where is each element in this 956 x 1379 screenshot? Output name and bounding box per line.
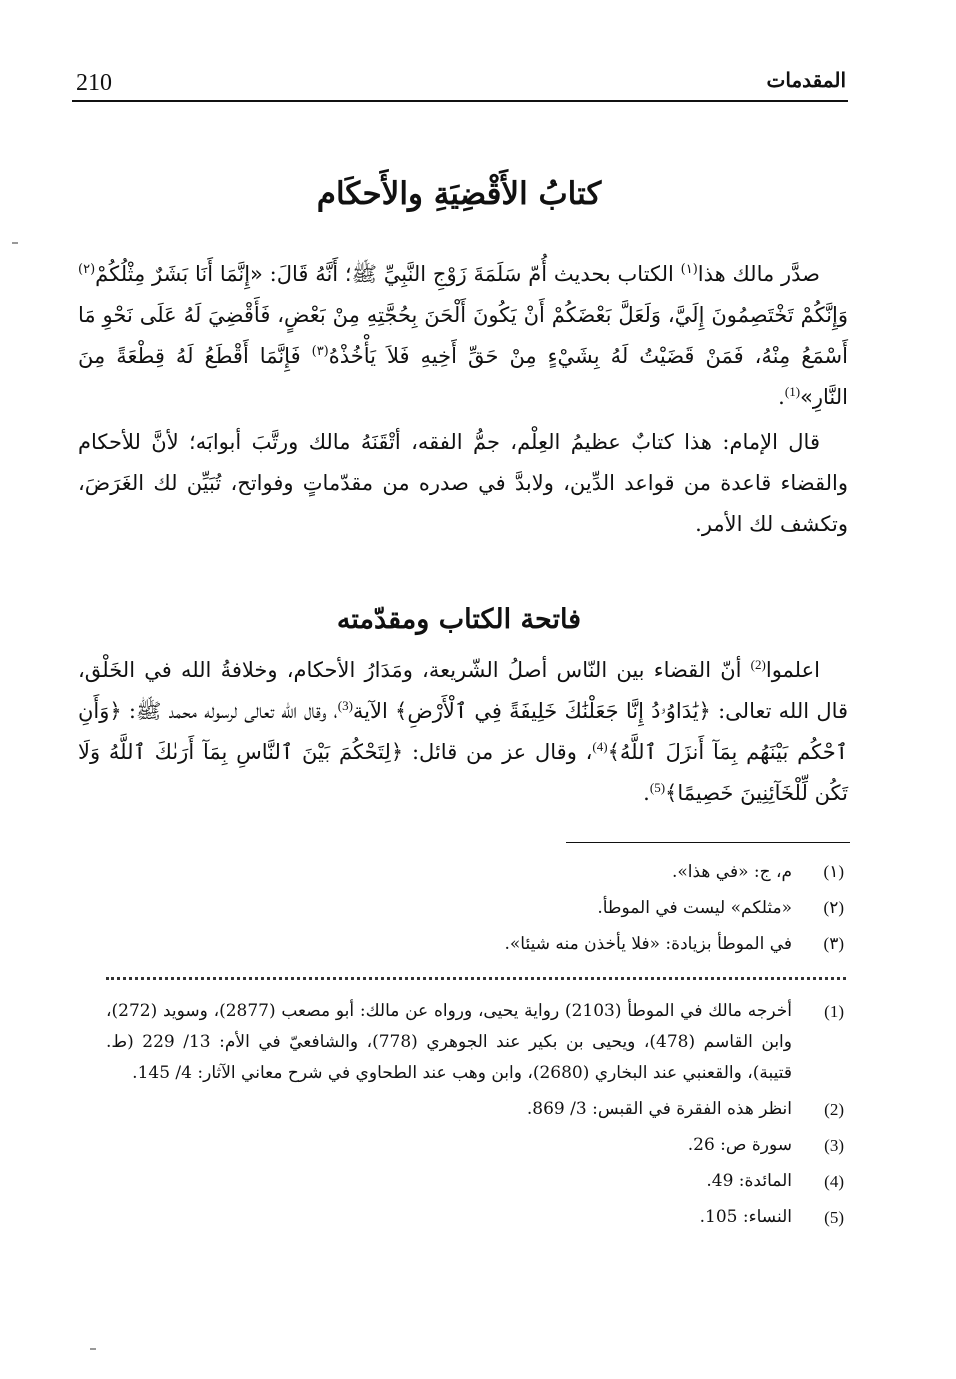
footnote-text: انظر هذه الفقرة في القبس: 3/ 869. [526,1099,792,1119]
footnote-number: (5) [824,1208,844,1227]
footnote-ref: (٢) [78,262,96,277]
hadith-quote: فَإِنَّمَا أَقْطَعُ لَهُ قِطْعَةً مِنَ النَّارِ» [78,344,848,409]
footnote-text: «مثلكم» ليست في الموطأ. [597,898,792,918]
opening-lead: اعلموا [765,658,820,682]
opening-paragraph [78,650,848,814]
opening-text: ، وقال الله تعالى لرسوله محمد ﷺ: [121,699,338,723]
footnote-separator [566,842,850,843]
footnote-ref: (٣) [311,344,329,359]
chapter-title: كتابُ الأَقْضِيَةِ والأَحكَام [316,176,602,212]
opening-text: أنّ القضاء بين النّاس أصلُ الشّريعة، ومَدَارُ الأحكام، وخلافةُ الله في الخَلْق، قال الله تعالى: [78,658,849,723]
imam-paragraph [78,422,848,545]
opening-text: ، وقال عز من قائل: [403,740,593,764]
footnote-number: (2) [824,1100,844,1119]
section-title: فاتحة الكتاب ومقدّمته [336,604,582,635]
running-title: المقدمات [766,68,846,92]
footnote-text: أخرجه مالك في الموطأ (2103) رواية يحيى، ورواه عن مالك: أبو مصعب (2877)، وسويد (272)، وابن القاسم (478)، ويحيى بن بكير عند الجوهري (778)، والشافعيّ في الأم: 13/ 229 (ط. قتيبة)، والقعنبي عند البخاري (2680)، وابن وهب عند الطحاوي في شرح معاني الآثار: 4/ 145. [106,1001,792,1083]
opening-text: الآية [352,699,396,723]
footnote-number: (4) [824,1172,844,1191]
quran-verse: ﴿يَٰدَاوُۥدُ إِنَّا جَعَلْنَٰكَ خَلِيفَةً فِي ٱلْأَرْضِ﴾ [395,699,711,723]
footnote-text: النساء: 105. [699,1207,792,1227]
sentence-end: . [643,781,650,805]
footnote-item [106,1130,848,1161]
editor-footnotes [106,854,848,962]
footnote-ref: (5) [649,780,666,795]
footnote-ref: (3) [337,698,353,713]
footnote-number: (٢) [823,898,844,917]
footnote-number: (3) [824,1136,844,1155]
footnote-number: (٣) [823,934,844,953]
scan-mark [90,1348,96,1350]
source-footnotes [106,996,848,1238]
footnote-number: (1) [824,1002,844,1021]
footnote-ref: (1) [784,384,801,399]
footnote-item [106,1202,848,1233]
scan-mark [12,242,18,244]
sentence-end: . [778,385,785,409]
footnote-item [106,890,848,926]
intro-lead: صدَّر مالك هذا [697,262,820,286]
footnote-text: م، ج: «في هذا». [671,862,792,882]
footnote-text: المائدة: 49. [706,1171,792,1191]
footnote-ref: (2) [750,657,766,672]
footnote-text: في الموطأ بزيادة: «فلا يأخذن منه شيئا». [504,934,792,954]
quran-verse: ﴿لِتَحْكُمَ بَيْنَ ٱلنَّاسِ بِمَآ أَرَىٰكَ ٱللَّهُ وَلَا تَكُن لِّلْخَآئِنِينَ خَصِيمًا﴾ [78,740,848,805]
footnote-item [106,1166,848,1197]
dotted-separator [106,977,846,980]
footnote-item [106,1094,848,1125]
footnote-ref: (4) [592,739,608,754]
footnote-number: (١) [823,862,844,881]
intro-paragraph [78,254,848,418]
footnote-text: سورة ص: 26. [687,1135,792,1155]
footnote-item [106,926,848,962]
hadith-quote: «إِنَّمَا أَنَا بَشَرٌ مِثْلُكُمْ [95,262,263,286]
hadith-quote: وَإِنَّكُمْ تَخْتَصِمُونَ إِلَيَّ، وَلَعَلَّ بَعْضَكُمْ أَنْ يَكُونَ أَلْحَنَ بِحُجَّتِهِ مِنْ بَعْضٍ، فَأَقْضِيَ لَهُ عَلَى نَحْوِ مَا أَسْمَعُ مِنْهُ، فَمَنْ قَضَيْتُ لَهُ بِشَيْءٍ مِنْ حَقِّ أَخِيهِ فَلاَ يَأْخُذْهُ [78,303,848,368]
quran-verse: ﴿وَأَنِ ٱحْكُم بَيْنَهُم بِمَآ أَنزَلَ ٱللَّهُ﴾ [78,699,848,764]
page-number: 210 [76,70,112,96]
running-header [72,66,848,102]
footnote-ref: (١) [680,262,698,277]
footnote-item [106,854,848,890]
footnote-item [106,996,848,1089]
imam-text: قال الإمام: هذا كتابٌ عظيمُ العِلْم، جمُّ الفقه، أتْقَنَهُ مالك ورتَّبَ أبوابَه؛ لأنَّ للأحكام والقضاء قاعدة من قواعد الدِّين، ولابدَّ في صدره من مقدّماتٍ وفواتح، تُبَيِّن لك الغَرَضَ، وتكشف لك الأمر. [78,430,848,536]
intro-text: الكتاب بحديث أُمّ سَلَمَةَ زَوْجِ النَّبِيِّ ﷺ؛ أَنَّهُ قَالَ: [262,262,681,286]
